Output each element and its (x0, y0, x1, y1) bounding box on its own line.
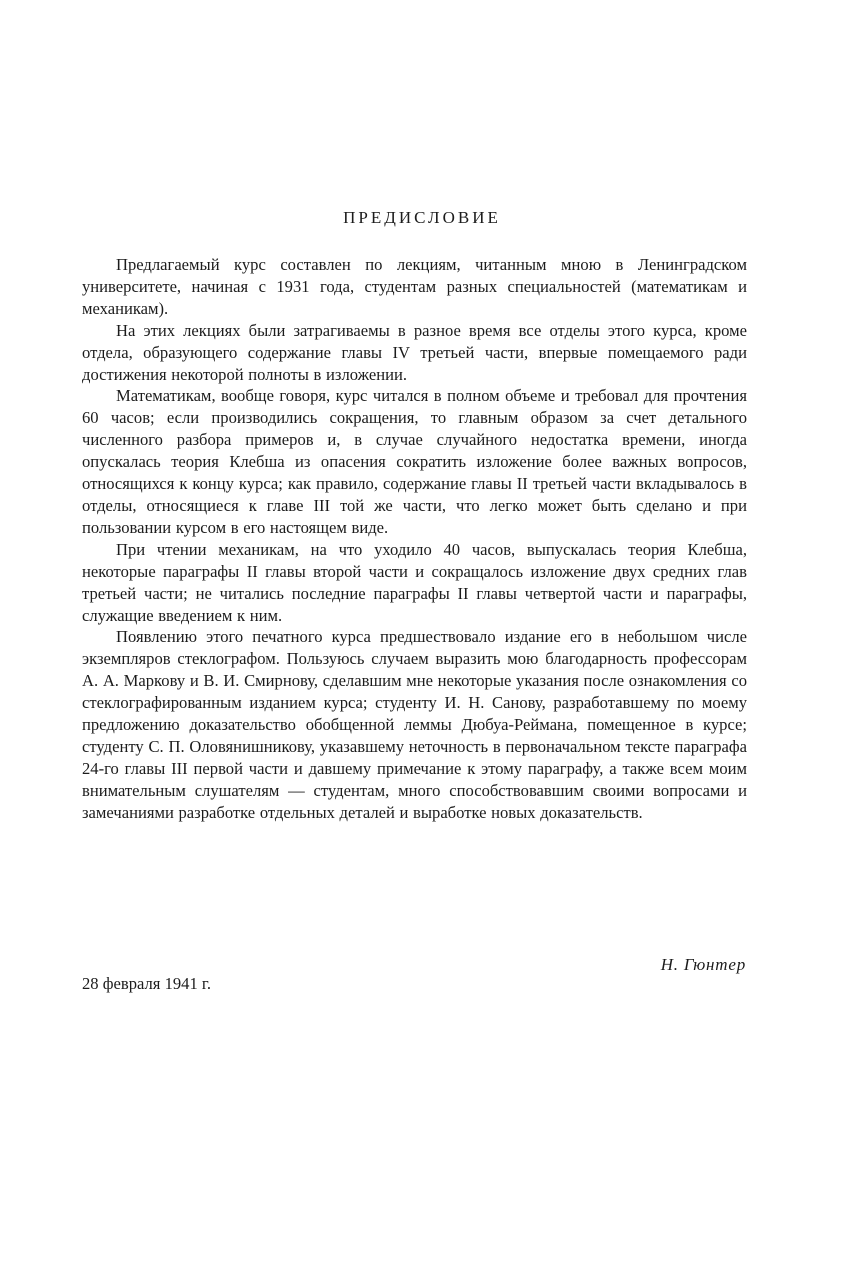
paragraph: На этих лекциях были затрагиваемы в разное время все отделы этого курса, кроме отдела, образующего содержание главы IV третьей части, впервые помещаемого ради достижения некоторой полноты в изложении. (82, 320, 747, 384)
page-title: ПРЕДИСЛОВИЕ (343, 208, 501, 227)
document-date: 28 февраля 1941 г. (82, 974, 211, 993)
paragraph: Математикам, вообще говоря, курс читался в полном объеме и требовал для прочтения 60 часов; если производились сокращения, то главным образом за счет детального численного разбора примеров и, в случае случайного недостатка времени, иногда опускалась теория Клебша из опасения сократить изложение более важных вопросов, относящихся к концу курса; как правило, содержание главы II третьей части вкладывалось в отделы, относящиеся к главе III той же части, что легко может быть сделано и при пользовании курсом в его настоящем виде. (82, 386, 747, 537)
preface-body (82, 254, 747, 824)
paragraph: Появлению этого печатного курса предшествовало издание его в небольшом числе экземпляров стеклографом. Пользуюсь случаем выразить мою благодарность профессорам А. А. Маркову и В. И. Смирнову, сделавшим мне некоторые указания после ознакомления со стеклографированным изданием курса; студенту И. Н. Санову, разработавшему по моему предложению доказательство обобщенной леммы Дюбуа-Реймана, помещенное в курсе; студенту С. П. Оловянишникову, указавшему неточность в первоначальном тексте параграфа 24-го главы III первой части и давшему примечание к этому параграфу, а также всем моим внимательным слушателям — студентам, много способствовавшим своими вопросами и замечаниями разработке отдельных деталей и выработке новых доказательств. (82, 627, 747, 822)
paragraph: При чтении механикам, на что уходило 40 часов, выпускалась теория Клебша, некоторые параграфы II главы второй части и сокращалось изложение двух средних глав третьей части; не читались последние параграфы II главы четвертой части и параграфы, служащие введением к ним. (82, 539, 747, 625)
paragraph: Предлагаемый курс составлен по лекциям, читанным мною в Ленинградском университете, начиная с 1931 года, студентам разных специальностей (математикам и механикам). (82, 255, 747, 318)
author-signature: Н. Гюнтер (660, 955, 746, 974)
